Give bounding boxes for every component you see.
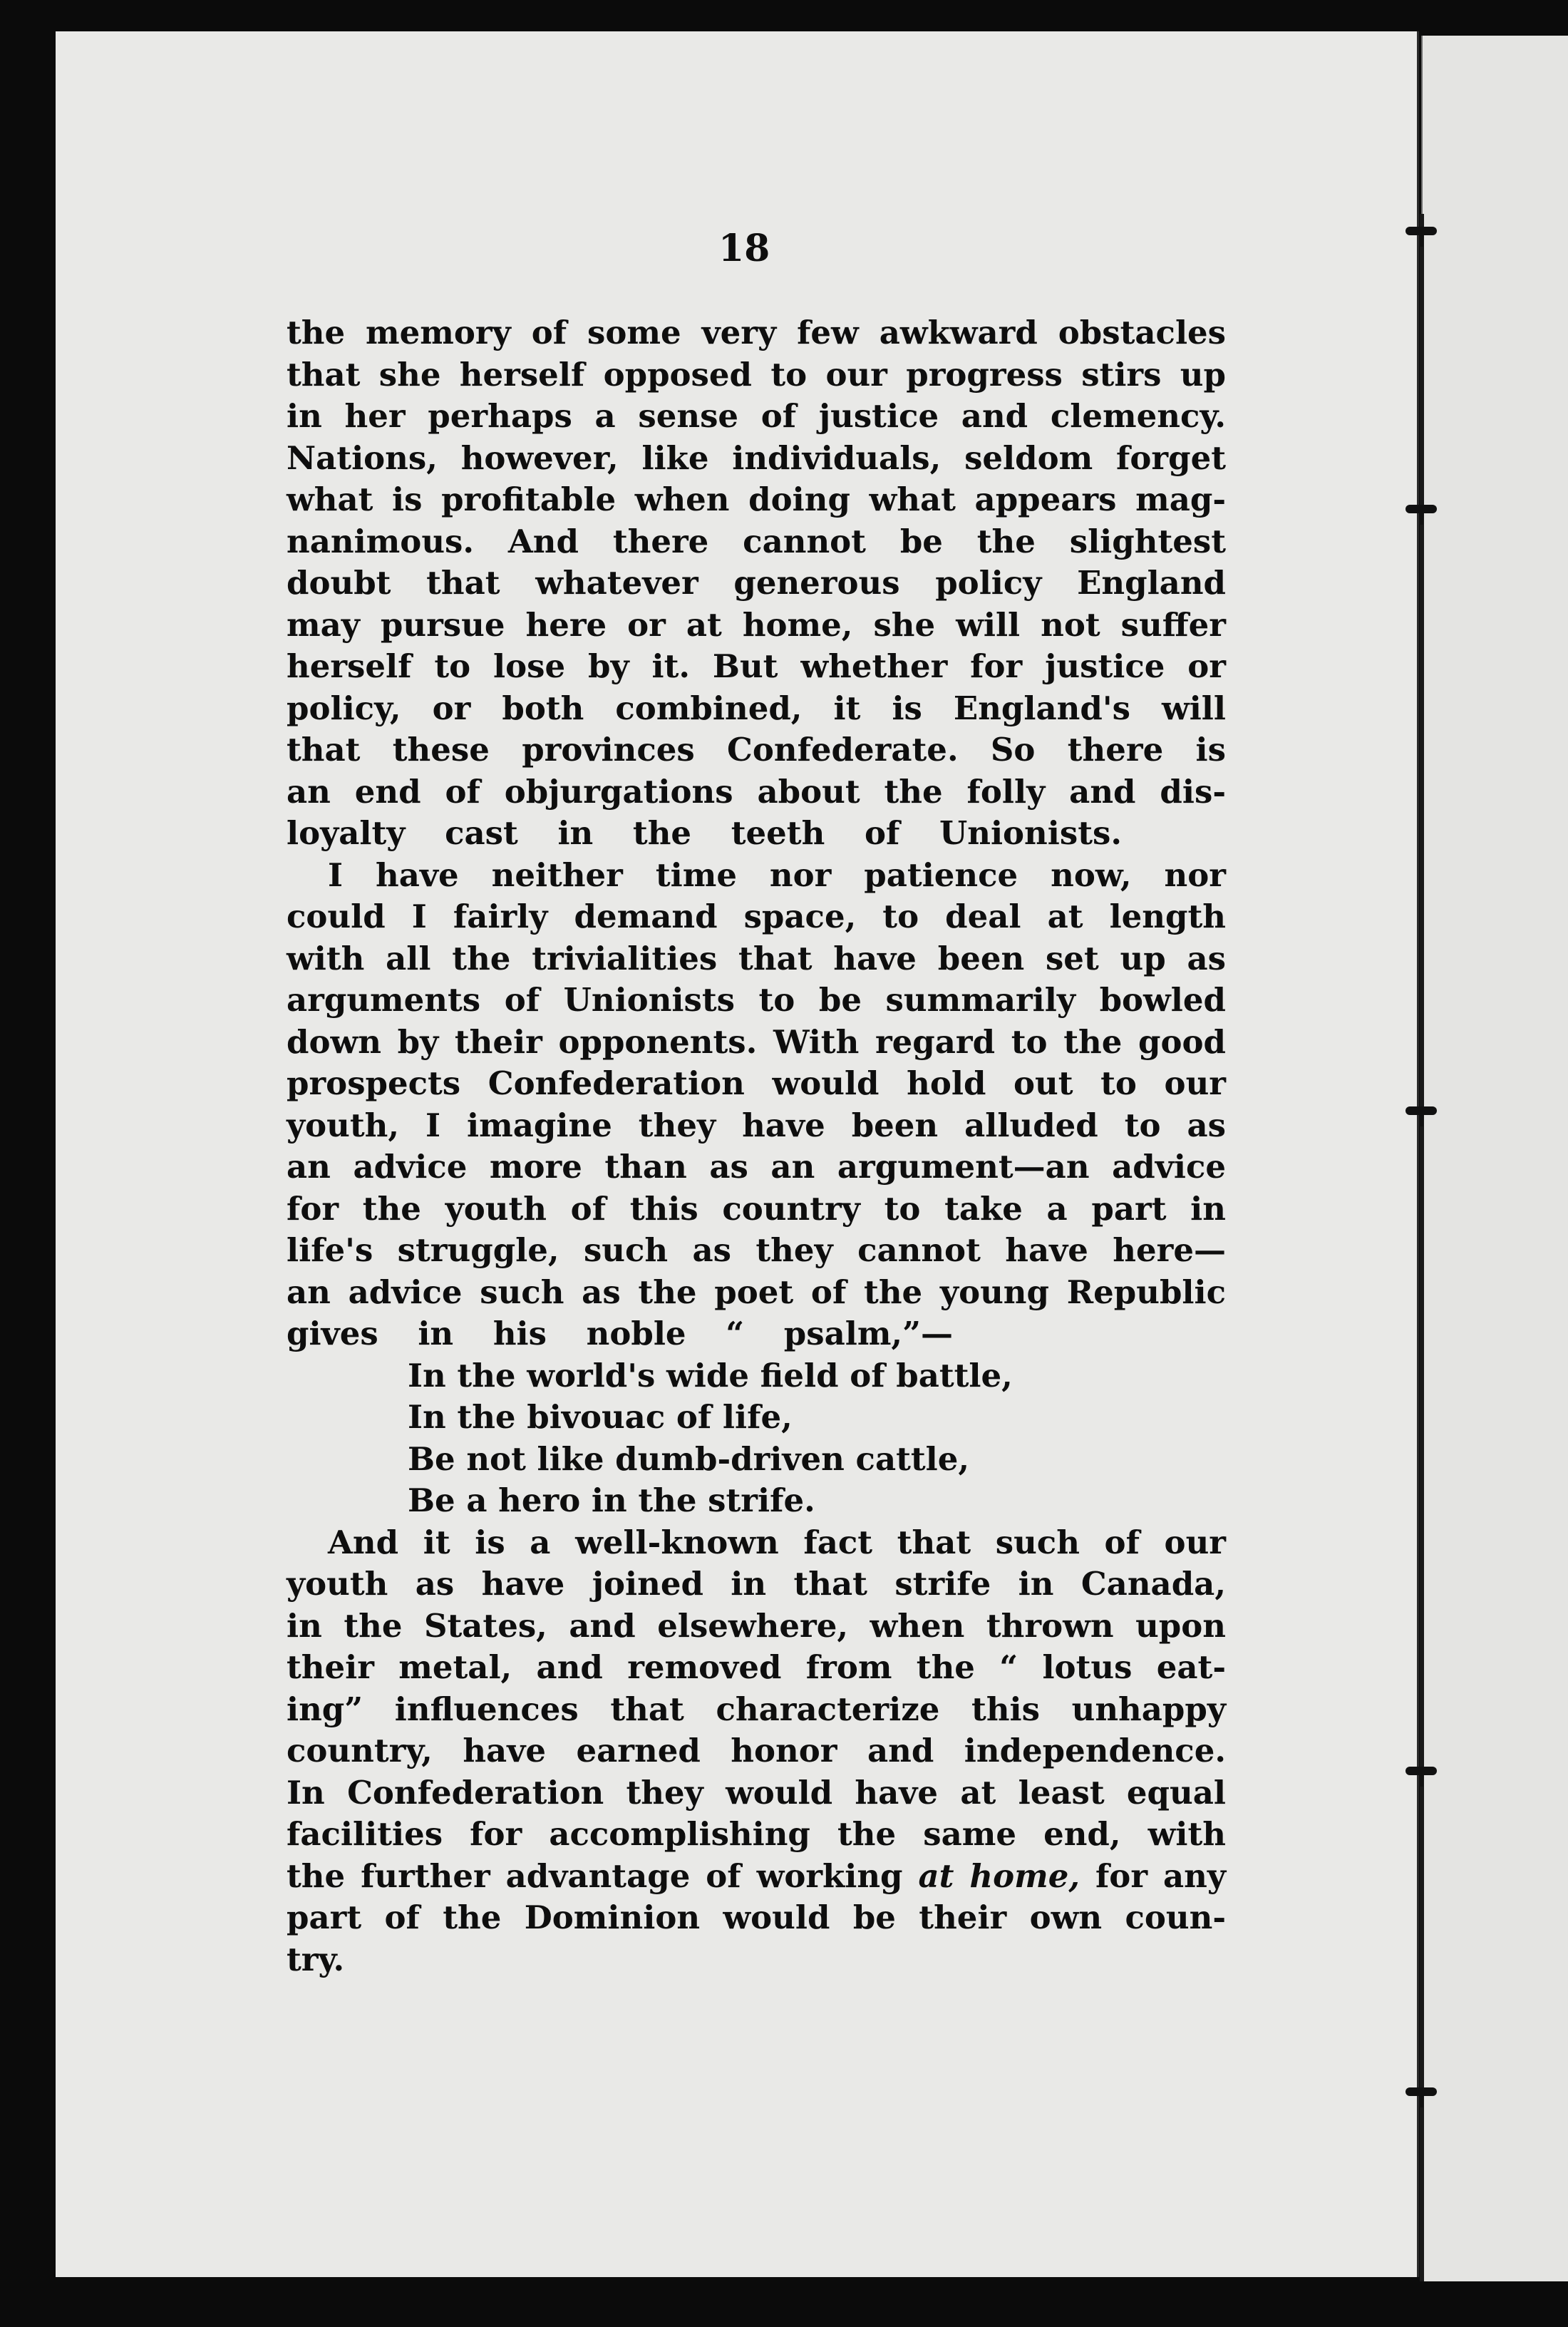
binding-stitch-1	[1405, 227, 1437, 235]
text-line: facilities for accomplishing the same end, with	[287, 1815, 1226, 1853]
paragraph-start-line: And it is a well-known fact that such of our	[328, 1523, 1226, 1561]
text-line: gives in his noble “ psalm,”—	[287, 1315, 953, 1352]
text-line: what is profitable when doing what appears mag-	[287, 481, 1226, 518]
text-line: their metal, and removed from the “ lotus eat-	[287, 1648, 1226, 1686]
text-segment: for any	[1095, 1856, 1226, 1895]
text-line: youth as have joined in that strife in Canada,	[287, 1565, 1226, 1603]
text-line: nanimous. And there cannot be the slightest	[287, 522, 1226, 560]
text-line: in her perhaps a sense of justice and clemency.	[287, 397, 1226, 435]
text-line: in the States, and elsewhere, when thrown upon	[287, 1606, 1226, 1645]
text-line: for the youth of this country to take a part in	[287, 1189, 1226, 1228]
verse-line: Be a hero in the strife.	[408, 1481, 815, 1519]
text-line: an advice more than as an argument—an advice	[287, 1148, 1226, 1186]
text-line: herself to lose by it. But whether for justice or	[287, 647, 1226, 685]
text-segment: the further advantage of working	[287, 1856, 903, 1895]
text-line: an end of objurgations about the folly and dis-	[287, 772, 1226, 811]
text-line: life's struggle, such as they cannot have here—	[287, 1231, 1226, 1269]
text-line: Nations, however, like individuals, seldom forget	[287, 438, 1226, 477]
text-line: that these provinces Confederate. So there is	[287, 731, 1226, 769]
text-line: that she herself opposed to our progress stirs up	[287, 355, 1226, 394]
text-line: policy, or both combined, it is England's will	[287, 689, 1226, 727]
text-line: may pursue here or at home, she will not suffer	[287, 605, 1226, 644]
text-line: try.	[287, 1940, 345, 1978]
text-line: down by their opponents. With regard to the good	[287, 1022, 1226, 1061]
binding-stitch-5	[1405, 2087, 1437, 2096]
text-line-with-italic	[287, 1856, 1226, 1898]
text-line: part of the Dominion would be their own coun-	[287, 1899, 1226, 1936]
text-line: the memory of some very few awkward obstacles	[287, 314, 1226, 351]
paragraph-start-line: I have neither time nor patience now, nor	[328, 856, 1226, 894]
text-line: could I fairly demand space, to deal at length	[287, 898, 1226, 935]
text-line: ing” influences that characterize this unhappy	[287, 1690, 1226, 1728]
text-line: loyalty cast in the teeth of Unionists.	[287, 814, 1122, 852]
binding-stitch-2	[1405, 505, 1437, 513]
verse-line: Be not like dumb-driven cattle,	[408, 1439, 970, 1478]
body-text	[287, 312, 1226, 1981]
binding-stitch-4	[1405, 1767, 1437, 1775]
adjacent-page-edge	[1421, 36, 1568, 2281]
text-line: youth, I imagine they have been alluded to as	[287, 1106, 1226, 1144]
page-number: 18	[718, 227, 770, 270]
verse-line: In the bivouac of life,	[408, 1398, 793, 1436]
text-line: prospects Confederation would hold out to our	[287, 1064, 1226, 1102]
italic-phrase: at home,	[918, 1856, 1080, 1895]
verse-line: In the world's wide field of battle,	[408, 1356, 1013, 1394]
text-line: country, have earned honor and independence.	[287, 1732, 1226, 1769]
text-line: In Confederation they would have at least equal	[287, 1773, 1226, 1812]
text-line: doubt that whatever generous policy England	[287, 564, 1226, 602]
text-line: arguments of Unionists to be summarily bowled	[287, 981, 1226, 1019]
text-line: with all the trivialities that have been set up as	[287, 939, 1226, 977]
binding-stitch-3	[1405, 1106, 1437, 1115]
text-line: an advice such as the poet of the young Republic	[287, 1273, 1226, 1311]
